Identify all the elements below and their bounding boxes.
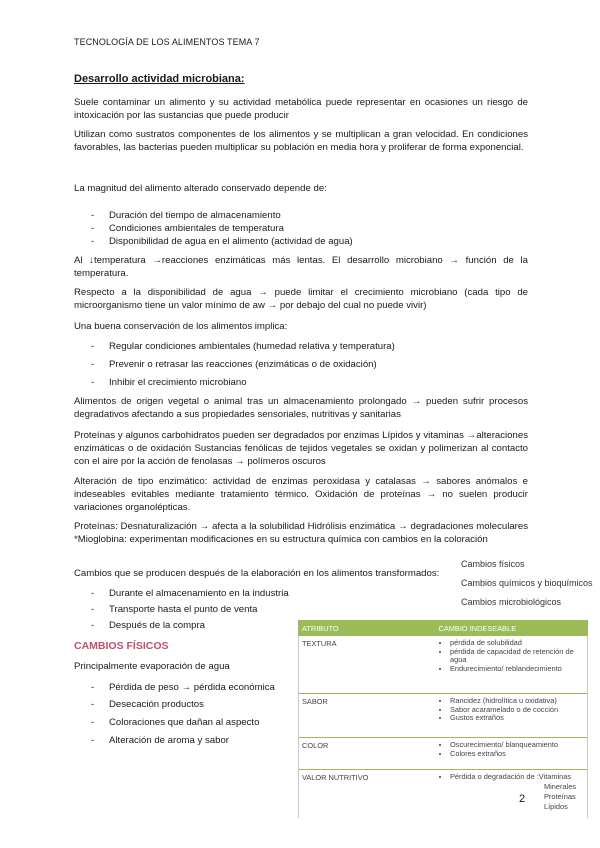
change-item: • Colores extraños [450,750,584,759]
list-item: Alteración de aroma y sabor [109,735,229,746]
table-header: CAMBIO INDESEABLE [435,621,588,636]
change-item: • Sabor acaramelado o de cocción [450,706,584,715]
list-item: Duración del tiempo de almacenamiento [109,210,281,221]
list-item: Después de la compra [109,620,205,631]
table-cell-changes [435,694,588,738]
list-item: Inhibir el crecimiento microbiano [109,377,247,388]
table-cell-attr: SABOR [299,694,436,738]
list-dash: - [91,236,95,247]
change-item: • pérdida de capacidad de retención de agua [450,648,584,665]
list-dash: - [91,223,95,234]
table-cell-attr: TEXTURA [299,636,436,694]
paragraph: Cambios que se producen después de la elaboración en los alimentos transformados: [74,568,440,579]
change-item: • Pérdida o degradación de :Vitaminas [450,773,584,782]
table-cell-attr: COLOR [299,738,436,770]
paragraph: Utilizan como sustratos componentes de los alimentos y se multiplican a gran velocidad. En condiciones favorables, las bacterias pueden multiplicar su población en media hora y proliferar de forma exponencial. [74,129,528,153]
list-dash: - [91,359,95,370]
paragraph: Al ↓temperatura →reacciones enzimáticas más lentas. El desarrollo microbiano → función de la temperatura. [74,255,528,279]
list-item: Prevenir o retrasar las reacciones (enzimáticas o de oxidación) [109,359,377,370]
paragraph: La magnitud del alimento alterado conservado depende de: [74,183,327,194]
table-row [299,694,588,738]
legend-item: Cambios microbiológicos [461,597,562,607]
table-header-row [299,621,588,636]
change-item: • Endurecimiento/ reblandecimiento [450,665,584,674]
list-item: Transporte hasta el punto de venta [109,604,258,615]
table-cell-changes [435,636,588,694]
paragraph: Alimentos de origen vegetal o animal tras un almacenamiento prolongado → pueden sufrir procesos degradativos afectando a sus propiedades sensoriales, nutritivas y sanitarias [74,396,528,420]
paragraph: Proteínas y algunos carbohidratos pueden ser degradados por enzimas Lípidos y vitaminas →alteraciones enzimáticas o de oxidación Sustancias fenólicas de tejidos vegetales se oxidan y polimerizan al contacto con el aire por la acción de fenolasas → polímeros oscuros [74,430,528,467]
nutrient-item: Proteínas [544,791,576,801]
list-item: Desecación productos [109,699,204,710]
section-title-physical: CAMBIOS FÍSICOS [74,640,169,652]
table-cell-attr: VALOR NUTRITIVO [299,770,436,818]
legend-item: Cambios químicos y bioquímicos [461,578,593,588]
list-item: Durante el almacenamiento en la industria [109,588,289,599]
list-item: Pérdida de peso → pérdida económica [109,682,275,693]
list-dash: - [91,699,95,710]
table-header: ATRIBUTO [299,621,436,636]
page-number: 2 [519,793,526,805]
list-dash: - [91,717,95,728]
table-row [299,636,588,694]
change-item: • Rancidez (hidrolítica u oxidativa) [450,697,584,706]
list-item: Regular condiciones ambientales (humedad relativa y temperatura) [109,341,395,352]
document-header: TECNOLOGÍA DE LOS ALIMENTOS TEMA 7 [74,37,260,47]
list-dash: - [91,588,95,599]
list-dash: - [91,604,95,615]
list-dash: - [91,735,95,746]
section-title-microbial: Desarrollo actividad microbiana: [74,73,245,85]
list-dash: - [91,341,95,352]
list-item: Coloraciones que dañan al aspecto [109,717,260,728]
paragraph: Proteínas: Desnaturalización → afecta a la solubilidad Hidrólisis enzimática → degradaciones moleculares *Mioglobina: experimentan modificaciones en su estructura química con cambios en la coloración [74,521,528,545]
change-item: • Oscurecimiento/ blanqueamiento [450,741,584,750]
list-dash: - [91,682,95,693]
paragraph: Alteración de tipo enzimático: actividad de enzimas peroxidasa y catalasas → sabores anómalos e indeseables evitables mediante tratamiento térmico. Oxidación de proteínas → no suelen producir variaciones organolépticas. [74,476,528,513]
changes-table [298,620,588,818]
paragraph: Una buena conservación de los alimentos implica: [74,321,288,332]
legend-item: Cambios físicos [461,559,525,569]
paragraph: Suele contaminar un alimento y su actividad metabólica puede representar en ocasiones un riesgo de intoxicación por las sustancias que puede producir [74,97,528,121]
change-item: • Gustos extraños [450,714,584,723]
list-dash: - [91,620,95,631]
table-cell-changes [435,770,588,818]
paragraph: Respecto a la disponibilidad de agua → puede limitar el crecimiento microbiano (cada tipo de microorganismo tiene un valor mínimo de aw → por debajo del cual no puede vivir) [74,287,528,311]
list-item: Condiciones ambientales de temperatura [109,223,284,234]
paragraph: Principalmente evaporación de agua [74,661,230,672]
list-item: Disponibilidad de agua en el alimento (actividad de agua) [109,236,353,247]
table-row [299,770,588,818]
list-dash: - [91,210,95,221]
nutrient-item: Minerales [544,781,577,791]
change-item: • pérdida de solubilidad [450,639,584,648]
table-row [299,738,588,770]
table-cell-changes [435,738,588,770]
list-dash: - [91,377,95,388]
nutrient-item: Lípidos [544,801,568,811]
